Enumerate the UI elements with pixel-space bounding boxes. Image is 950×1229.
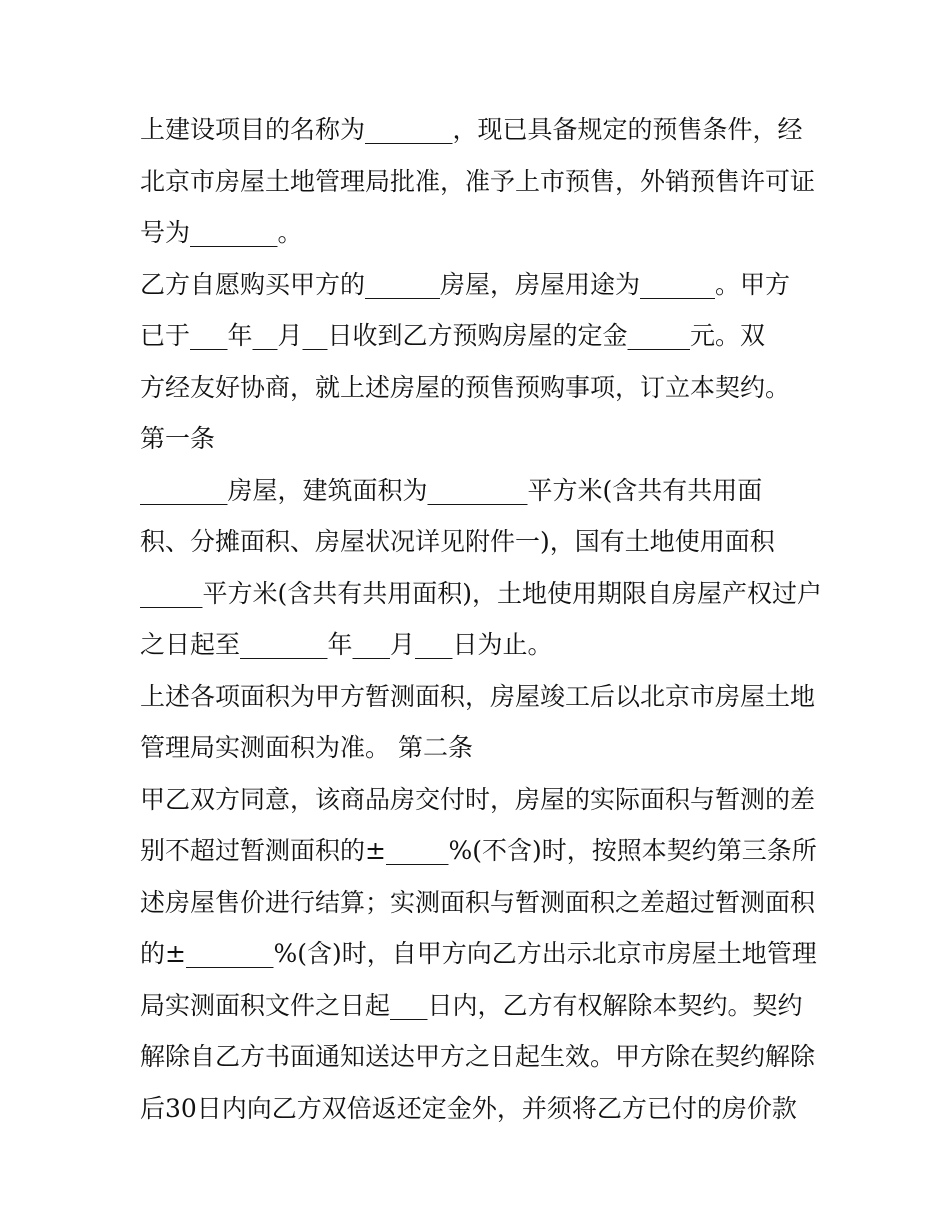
section-heading: 第一条	[140, 424, 216, 453]
text-line: 乙方自愿购买甲方的______房屋，房屋用途为______。甲方	[140, 269, 791, 299]
text-line: 号为_______。	[140, 218, 303, 247]
text-line: _____平方米(含共有共用面积)，土地使用期限自房屋产权过户	[140, 578, 823, 608]
text-line: 管理局实测面积为准。 第二条	[140, 733, 473, 762]
text-line: 北京市房屋土地管理局批准，准予上市预售，外销预售许可证	[140, 166, 816, 196]
document-body	[140, 104, 823, 1134]
text-line: 已于___年__月__日收到乙方预购房屋的定金_____元。双	[140, 321, 766, 350]
text-line: 述房屋售价进行结算；实测面积与暂测面积之差超过暂测面积	[140, 887, 816, 917]
text-line: 积、分摊面积、房屋状况详见附件一)，国有土地使用面积	[140, 527, 775, 556]
text-line: 上述各项面积为甲方暂测面积，房屋竣工后以北京市房屋土地	[140, 681, 816, 711]
text-line: 解除自乙方书面通知送达甲方之日起生效。甲方除在契约解除	[140, 1042, 816, 1071]
text-line: 局实测面积文件之日起___日内，乙方有权解除本契约。契约	[140, 990, 803, 1020]
text-line: 后30日内向乙方双倍返还定金外，并须将乙方已付的房价款	[140, 1093, 797, 1123]
text-line: 的±_______%(含)时，自甲方向乙方出示北京市房屋土地管理	[140, 939, 817, 968]
text-line: 方经友好协商，就上述房屋的预售预购事项，订立本契约。	[140, 372, 791, 402]
text-line: 上建设项目的名称为_______，现已具备规定的预售条件，经	[140, 115, 803, 144]
text-line: 甲乙双方同意，该商品房交付时，房屋的实际面积与暂测的差	[140, 784, 816, 814]
text-line: 之日起至_______年___月___日为止。	[140, 630, 553, 659]
text-line: _______房屋，建筑面积为________平方米(含共有共用面	[140, 475, 763, 505]
text-line: 别不超过暂测面积的±_____%(不含)时，按照本契约第三条所	[140, 836, 817, 865]
